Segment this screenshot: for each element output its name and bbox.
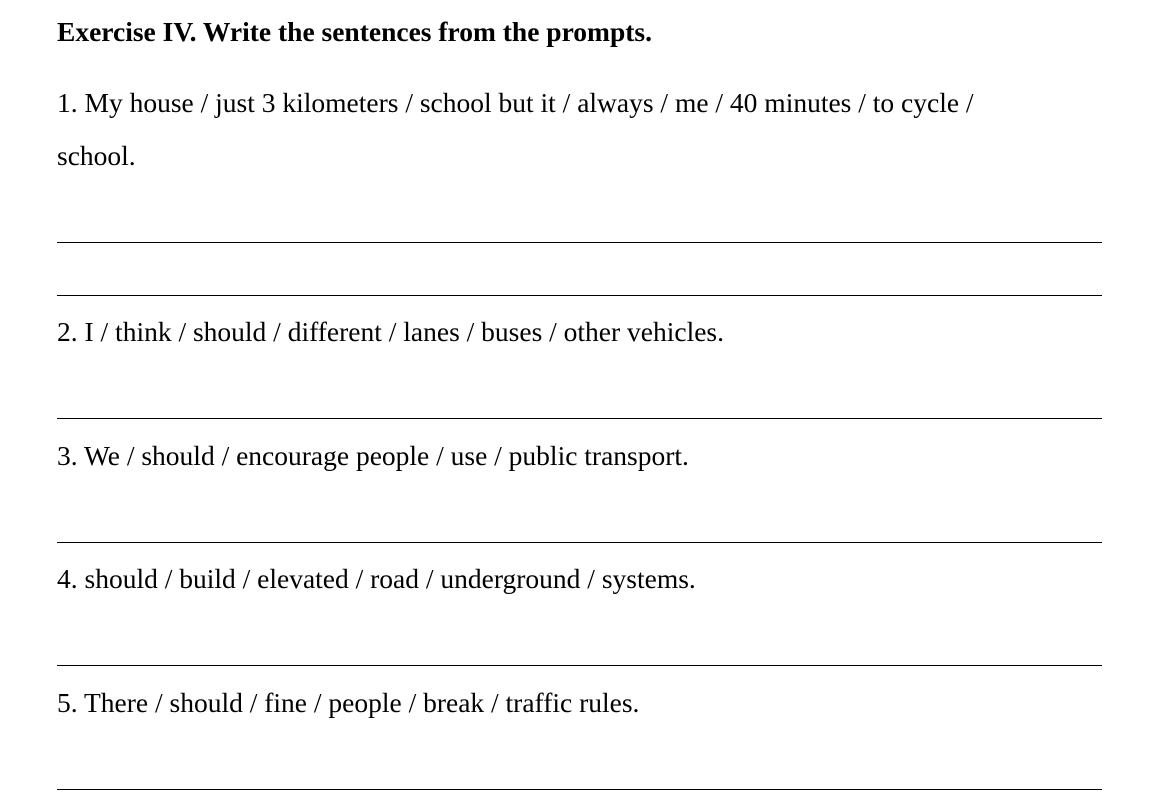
answer-line-1a[interactable] (57, 242, 1102, 243)
prompt-3: 3. We / should / encourage people / use / public transport. (57, 440, 689, 471)
prompt-1-line-1: 1. My house / just 3 kilometers / school but it / always / me / 40 minutes / to cycle / (57, 87, 974, 118)
answer-line-3[interactable] (57, 542, 1102, 543)
prompt-4: 4. should / build / elevated / road / underground / systems. (57, 563, 696, 594)
answer-line-4[interactable] (57, 665, 1102, 666)
prompt-5: 5. There / should / fine / people / break / traffic rules. (57, 687, 640, 718)
answer-line-2[interactable] (57, 418, 1102, 419)
exercise-title: Exercise IV. Write the sentences from the prompts. (57, 16, 652, 47)
prompt-1-line-2: school. (57, 140, 136, 171)
answer-line-5[interactable] (57, 789, 1102, 790)
prompt-2: 2. I / think / should / different / lanes / buses / other vehicles. (57, 316, 725, 347)
answer-line-1b[interactable] (57, 295, 1102, 296)
